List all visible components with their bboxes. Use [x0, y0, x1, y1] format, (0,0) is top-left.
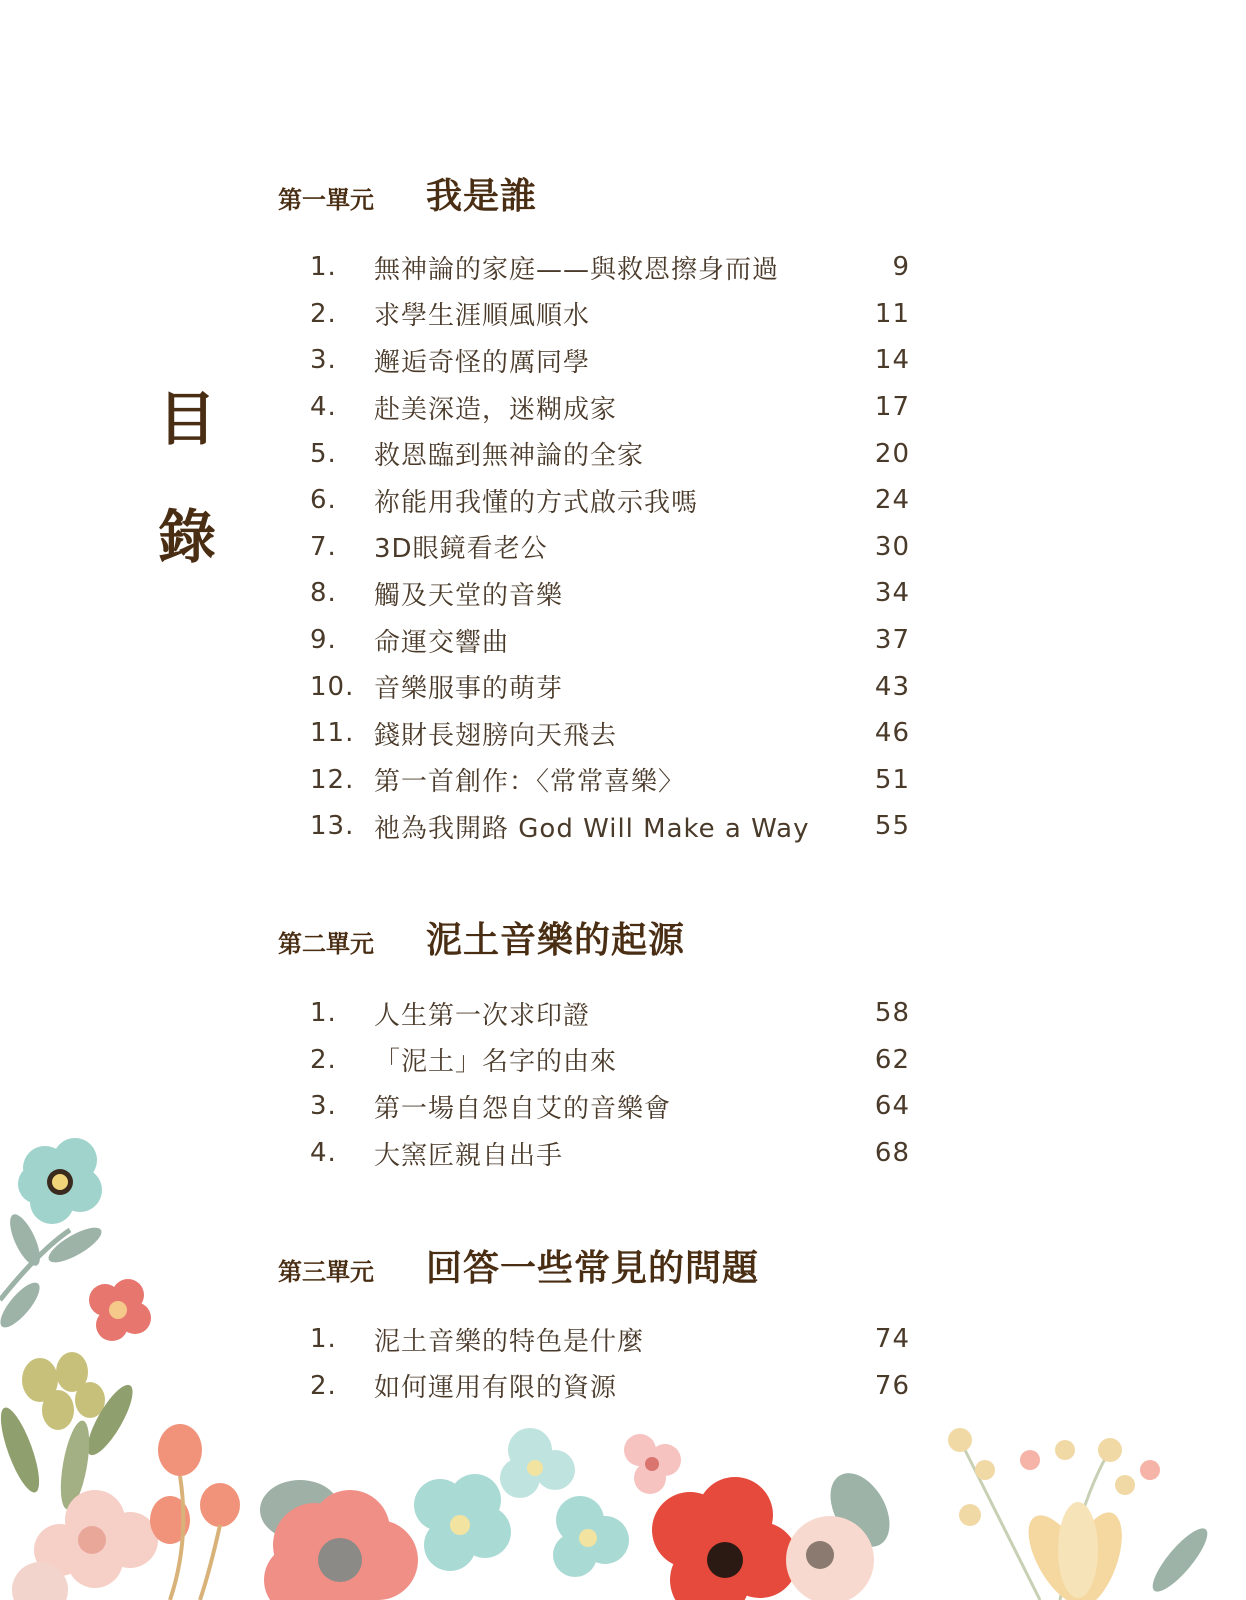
toc-entry[interactable] [310, 803, 910, 850]
entry-title: 觸及天堂的音樂 [374, 580, 564, 611]
entry-number: 4. [310, 392, 337, 423]
entry-number: 2. [310, 1044, 337, 1075]
entry-page: 76 [874, 1370, 910, 1401]
entry-number: 11. [310, 718, 355, 749]
entry-title: 救恩臨到無神論的全家 [374, 441, 645, 472]
teal-flower-icon [414, 1428, 629, 1577]
entry-number: 3. [310, 345, 337, 376]
entry-number: 5. [310, 438, 337, 469]
entry-title: 如何運用有限的資源 [374, 1373, 618, 1404]
entry-page: 51 [874, 764, 910, 795]
entry-page: 34 [874, 578, 910, 609]
entry-page: 74 [874, 1324, 910, 1355]
entry-page: 55 [874, 811, 910, 842]
toc-entry[interactable] [310, 617, 910, 664]
entry-title: 邂逅奇怪的厲同學 [374, 347, 591, 378]
lily-icon [1016, 1502, 1215, 1600]
entry-title: 命運交響曲 [374, 627, 510, 658]
entry-title: 無神論的家庭——與救恩擦身而過 [374, 254, 780, 285]
toc-side-title [158, 385, 218, 626]
tulip-icon [150, 1424, 240, 1600]
entry-title: 錢財長翅膀向天飛去 [374, 720, 618, 751]
entry-page: 58 [874, 998, 910, 1029]
unit-title: 泥土音樂的起源 [426, 920, 686, 961]
entry-title: 赴美深造，迷糊成家 [374, 394, 618, 425]
toc-entry[interactable] [310, 337, 910, 384]
entry-page: 9 [892, 252, 910, 283]
unit-title: 我是誰 [426, 176, 538, 217]
entry-page: 37 [874, 625, 910, 656]
unit-2-heading [278, 912, 685, 962]
unit-1-list [310, 244, 910, 850]
toc-entry[interactable] [310, 384, 910, 431]
toc-entry[interactable] [310, 990, 910, 1037]
entry-title: 音樂服事的萌芽 [374, 674, 564, 705]
entry-number: 1. [310, 1324, 337, 1355]
entry-page: 14 [874, 345, 910, 376]
entry-number: 9. [310, 625, 337, 656]
entry-number: 8. [310, 578, 337, 609]
entry-title: 求學生涯順風順水 [374, 301, 591, 332]
entry-title: 祂為我開路 God Will Make a Way [374, 813, 810, 844]
entry-number: 2. [310, 298, 337, 329]
peach-rose-icon [786, 1463, 902, 1600]
toc-entry[interactable] [310, 244, 910, 291]
entry-page: 11 [874, 298, 910, 329]
entry-number: 2. [310, 1370, 337, 1401]
entry-title: 泥土音樂的特色是什麼 [374, 1326, 645, 1357]
entry-page: 64 [874, 1091, 910, 1122]
entry-title: 祢能用我懂的方式啟示我嗎 [374, 487, 699, 518]
pink-flower-icon [260, 1480, 418, 1600]
side-title-char: 目 [158, 385, 217, 453]
olive-bud-icon [0, 1352, 140, 1511]
entry-number: 3. [310, 1091, 337, 1122]
unit-title: 回答一些常見的問題 [426, 1248, 760, 1289]
entry-page: 24 [874, 485, 910, 516]
entry-number: 1. [310, 252, 337, 283]
floral-decoration [0, 1120, 1246, 1600]
toc-entry[interactable] [310, 477, 910, 524]
entry-page: 62 [874, 1044, 910, 1075]
toc-entry[interactable] [310, 291, 910, 338]
toc-entry[interactable] [310, 710, 910, 757]
toc-entry[interactable] [310, 757, 910, 804]
entry-page: 43 [874, 671, 910, 702]
unit-label: 第三單元 [278, 1258, 374, 1286]
red-flower-icon [89, 1279, 151, 1341]
unit-label: 第二單元 [278, 930, 374, 958]
entry-page: 17 [874, 392, 910, 423]
pink-blossom-icon [624, 1434, 681, 1494]
entry-title: 大窯匠親自出手 [374, 1140, 564, 1171]
leaf-icon [0, 1210, 106, 1332]
unit-1-heading [278, 168, 537, 218]
entry-page: 46 [874, 718, 910, 749]
entry-page: 68 [874, 1138, 910, 1169]
toc-entry[interactable] [310, 570, 910, 617]
entry-title: 「泥土」名字的由來 [374, 1047, 618, 1078]
entry-title: 第一場自怨自艾的音樂會 [374, 1093, 672, 1124]
entry-title: 第一首創作：〈常常喜樂〉 [374, 767, 686, 798]
toc-entry[interactable] [310, 663, 910, 710]
toc-entry[interactable] [310, 430, 910, 477]
entry-number: 1. [310, 998, 337, 1029]
entry-number: 10. [310, 671, 355, 702]
entry-title: 人生第一次求印證 [374, 1000, 591, 1031]
toc-entry[interactable] [310, 1037, 910, 1084]
entry-number: 12. [310, 764, 355, 795]
entry-number: 6. [310, 485, 337, 516]
entry-number: 7. [310, 531, 337, 562]
entry-page: 30 [874, 531, 910, 562]
entry-number: 13. [310, 811, 355, 842]
teal-flower-icon [18, 1138, 102, 1224]
entry-title: 3D眼鏡看老公 [374, 534, 548, 565]
red-poppy-icon [652, 1477, 798, 1600]
entry-number: 4. [310, 1138, 337, 1169]
side-title-char: 錄 [158, 503, 217, 571]
entry-page: 20 [874, 438, 910, 469]
peach-flower-icon [12, 1490, 158, 1600]
toc-entry[interactable] [310, 524, 910, 571]
unit-label: 第一單元 [278, 186, 374, 214]
